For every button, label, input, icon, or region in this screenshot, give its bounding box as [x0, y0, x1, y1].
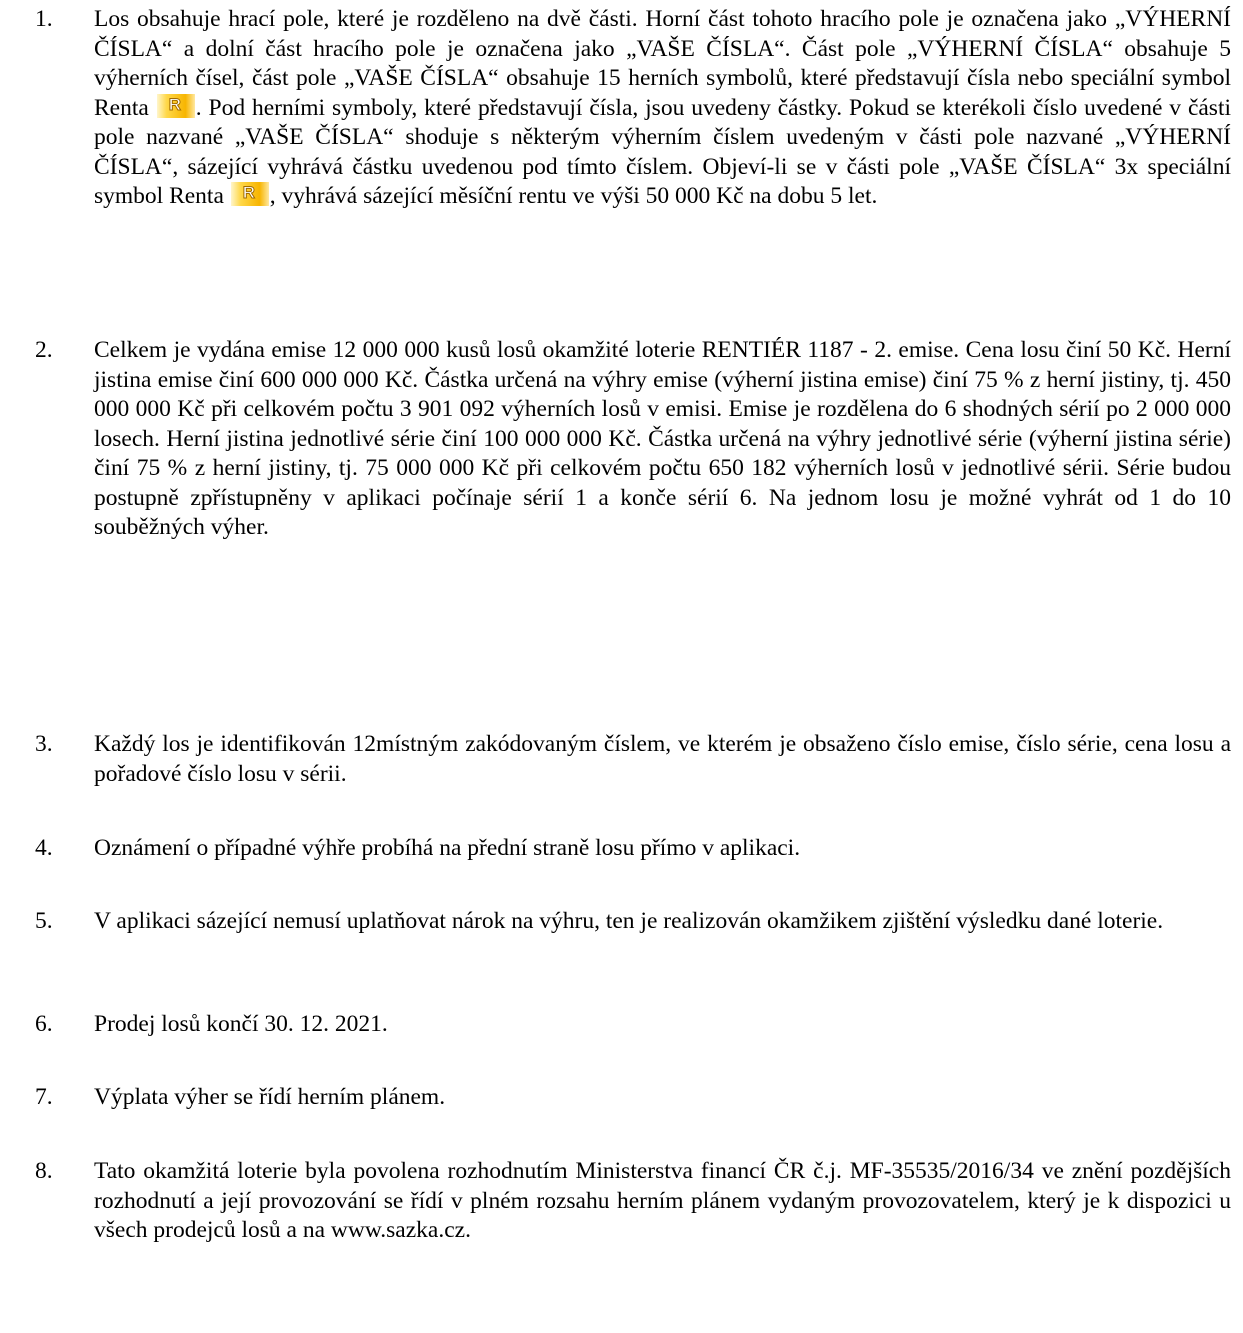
- item-text: Tato okamžitá loterie byla povolena rozhodnutím Ministerstva financí ČR č.j. MF-35535/2016/34 ve znění pozdějších rozhodnutí a její provozování se řídí v plném rozsahu herním plánem vydaným provozovatelem, který je k dispozici u všech prodejců losů a na www.sazka.cz.: [94, 1158, 1231, 1243]
- item-number: 3.: [35, 731, 53, 757]
- item-text-part: , vyhrává sázející měsíční rentu ve výši 50 000 Kč na dobu 5 let.: [269, 183, 878, 209]
- item-text: Oznámení o případné výhře probíhá na přední straně losu přímo v aplikaci.: [94, 835, 801, 861]
- item-text: Celkem je vydána emise 12 000 000 kusů losů okamžité loterie RENTIÉR 1187 - 2. emise. Cena losu činí 50 Kč. Herní jistina emise činí 600 000 000 Kč. Částka určená na výhry emise (výherní jistina emise) činí 75 % z herní jistiny, tj. 450 000 000 Kč při celkovém počtu 3 901 092 výherních losů v emisi. Emise je rozdělena do 6 shodných sérií po 2 000 000 losech. Herní jistina jednotlivé série činí 100 000 000 Kč. Částka určená na výhry jednotlivé série (výherní jistina série) činí 75 % z herní jistiny, tj. 75 000 000 Kč při celkovém počtu 650 182 výherních losů v jednotlivé sérii. Série budou postupně zpřístupněny v aplikaci počínaje sérií 1 a konče sérií 6. Na jednom losu je možné vyhrát od 1 do 10 souběžných výher.: [94, 337, 1231, 540]
- item-number: 7.: [35, 1084, 53, 1110]
- renta-symbol-icon: [157, 94, 195, 118]
- item-text: Prodej losů končí 30. 12. 2021.: [94, 1011, 388, 1037]
- item-text-part: Los obsahuje hrací pole, které je rozděleno na dvě části. Horní část tohoto hracího pole je označena jako „VÝHERNÍ ČÍSLA“ a dolní část hracího pole je označena jako „VAŠE ČÍSLA“. Část pole „VÝHERNÍ ČÍSLA“ obsahuje 5 výherních čísel, část pole „VAŠE ČÍSLA“ obsahuje 15 herních symbolů, které představují čísla nebo speciální symbol Renta: [94, 6, 1231, 121]
- item-text: Výplata výher se řídí herním plánem.: [94, 1084, 446, 1110]
- item-text: V aplikaci sázející nemusí uplatňovat nárok na výhru, ten je realizován okamžikem zjištění výsledku dané loterie.: [94, 908, 1164, 934]
- item-number: 8.: [35, 1158, 53, 1184]
- item-number: 1.: [35, 6, 53, 32]
- item-number: 2.: [35, 337, 53, 363]
- item-text-part: . Pod herními symboly, které představují čísla, jsou uvedeny částky. Pokud se kterékoli číslo uvedené v části pole nazvané „VAŠE ČÍSLA“ shoduje s některým výherním číslem uvedeným v části pole nazvané „VÝHERNÍ ČÍSLA“, sázející vyhrává částku uvedenou pod tímto číslem. Objeví-li se v části pole „VAŠE ČÍSLA“ 3x speciální symbol Renta: [94, 94, 1232, 209]
- item-text: [94, 5, 1231, 212]
- item-text: Každý los je identifikován 12místným zakódovaným číslem, ve kterém je obsaženo číslo emise, číslo série, cena losu a pořadové číslo losu v sérii.: [94, 731, 1231, 787]
- renta-symbol-icon: [231, 182, 269, 206]
- item-number: 5.: [35, 908, 53, 934]
- item-number: 6.: [35, 1011, 53, 1037]
- item-number: 4.: [35, 835, 53, 861]
